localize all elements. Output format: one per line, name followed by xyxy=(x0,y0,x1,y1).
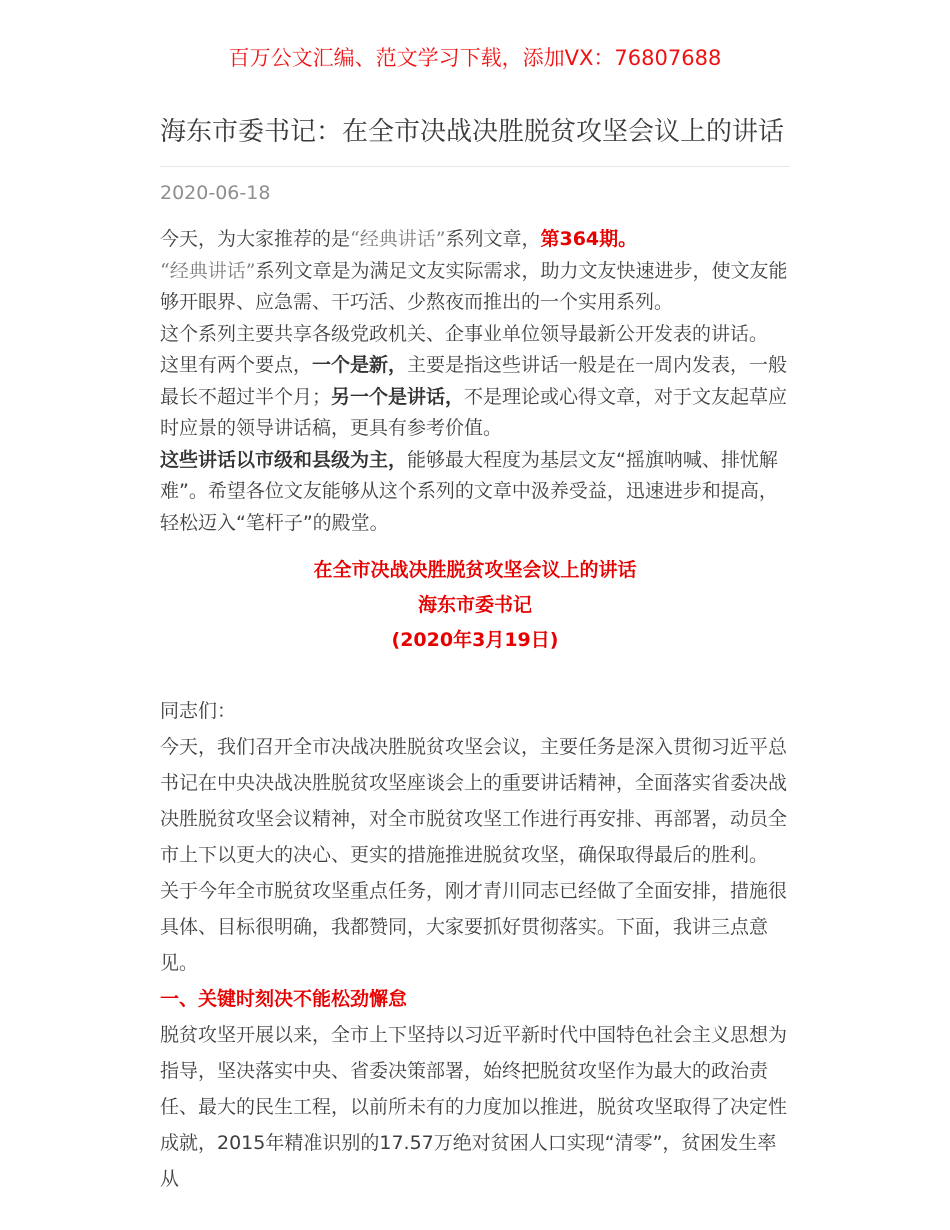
key-point-new: 一个是新， xyxy=(312,354,408,376)
key-point-speech: 另一个是讲话， xyxy=(331,385,465,408)
intro-p4-post: 不是理论或心得文章，对于文友起草应时应景的领导讲话稿，更具有参考价值。 xyxy=(160,385,788,439)
promo-banner: 百万公文汇编、范文学习下载，添加VX：76807688 xyxy=(228,46,722,70)
intro-p4-pre: 这里有两个要点， xyxy=(160,354,313,376)
intro-paragraph-1 xyxy=(160,224,790,256)
series-name-quote: “经典讲话” xyxy=(350,228,446,250)
series-name-quote: “经典讲话” xyxy=(160,259,256,282)
speech-body xyxy=(160,693,790,1197)
speech-paragraph-1: 今天，我们召开全市决战决胜脱贫攻坚会议，主要任务是深入贯彻习近平总书记在中央决战决胜脱贫攻坚座谈会上的重要讲话精神，全面落实省委决战决胜脱贫攻坚会议精神，对全市脱贫攻坚工作进行再安排、再部署，动员全市上下以更大的决心、更实的措施推进脱贫攻坚，确保取得最后的胜利。 xyxy=(160,736,788,866)
speech-header xyxy=(160,553,790,658)
intro-p2-rest: 系列文章是为满足文友实际需求，助力文友快速进步，使文友能够开眼界、应急需、干巧活、少熬夜而推出的一个实用系列。 xyxy=(160,259,788,313)
intro-paragraph-2 xyxy=(160,256,790,319)
intro-p1-mid: 系列文章， xyxy=(445,228,541,250)
intro-paragraph-3 xyxy=(160,319,790,351)
speech-section-heading-1: 一、关键时刻决不能松劲懈怠 xyxy=(160,988,408,1010)
intro-section xyxy=(160,224,790,539)
intro-paragraph-4 xyxy=(160,350,790,445)
speech-paragraph-2: 关于今年全市脱贫攻坚重点任务，刚才青川同志已经做了全面安排，措施很具体、目标很明确，我都赞同，大家要抓好贯彻落实。下面，我讲三点意见。 xyxy=(160,880,788,974)
issue-number-highlight: 第364期。 xyxy=(540,228,638,250)
intro-p4-mid: 主要是指这些讲话一般是在一周内发表，一般最长不超过半个月； xyxy=(160,354,788,408)
speech-paragraph-3: 脱贫攻坚开展以来，全市上下坚持以习近平新时代中国特色社会主义思想为指导，坚决落实中央、省委决策部署，始终把脱贫攻坚作为最大的政治责任、最大的民生工程，以前所未有的力度加以推进，脱贫攻坚取得了决定性成就，2015年精准识别的17.57万绝对贫困人口实现“清零”，贫困发生率从 xyxy=(160,1024,788,1190)
publish-date: 2020-06-18 xyxy=(160,182,271,204)
intro-p5-rest: 能够最大程度为基层文友“摇旗呐喊、排忧解难”。希望各位文友能够从这个系列的文章中汲养受益，迅速进步和提高，轻松迈入“笔杆子”的殿堂。 xyxy=(160,448,778,534)
intro-p1-pre: 今天，为大家推荐的是 xyxy=(160,228,351,250)
article-page xyxy=(160,0,790,1197)
speech-title: 在全市决战决胜脱贫攻坚会议上的讲话 xyxy=(313,559,637,581)
key-point-level: 这些讲话以市级和县级为主， xyxy=(160,448,408,471)
article-title: 海东市委书记：在全市决战决胜脱贫攻坚会议上的讲话 xyxy=(160,117,785,147)
speech-author: 海东市委书记 xyxy=(417,594,532,616)
speech-salutation: 同志们： xyxy=(160,700,237,722)
speech-date: (2020年3月19日) xyxy=(391,629,559,651)
intro-paragraph-5 xyxy=(160,445,790,540)
intro-p3-text: 这个系列主要共享各级党政机关、企事业单位领导最新公开发表的讲话。 xyxy=(160,322,769,345)
title-divider xyxy=(160,166,790,167)
